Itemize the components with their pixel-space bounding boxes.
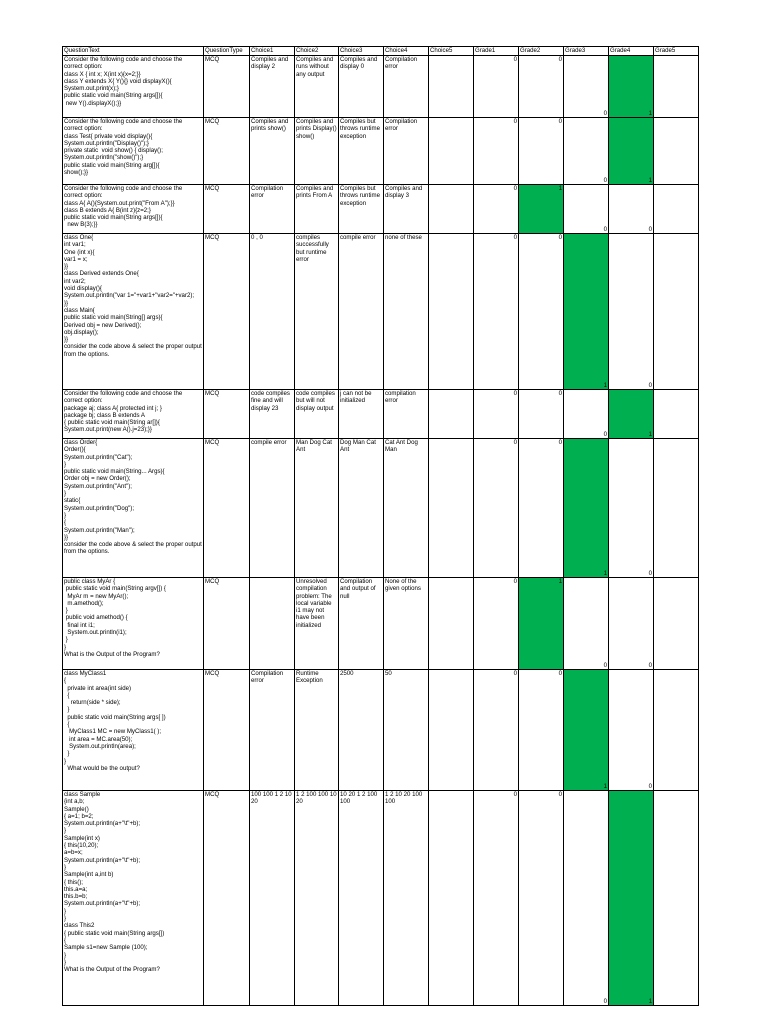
grade1-cell[interactable] [474,791,519,1006]
grade-value: 0 [513,234,517,241]
header-choice3[interactable]: Choice3 [339,47,384,56]
grade-value: 0 [558,118,562,125]
grade3-cell[interactable] [564,578,609,670]
question-text-cell[interactable]: public class MyAr { public static void main(String argv[]) { MyAr m = new MyAr(); m.amethod(); } public void amethod() { final int i1; System.out.println(i1); } } What is the Output of the Program? [63,578,204,670]
grade3-cell[interactable] [564,56,609,118]
choice2-cell[interactable]: Runtime Exception [295,670,339,791]
grade1-cell[interactable] [474,118,519,185]
table-row [63,234,699,390]
grade-value: 0 [558,56,562,63]
grade-value: 0 [558,234,562,241]
question-text-cell[interactable]: class MyClass1 { private int area(int side) { return(side * side); } public static void main(String args[ ]) { MyClass1 MC = new MyClass1( ); int area = MC.area(50); System.out.println(area); } } What would be the output? [63,670,204,791]
question-type-cell[interactable]: MCQ [204,439,250,578]
grade3-cell[interactable] [564,234,609,390]
question-type-cell[interactable]: MCQ [204,578,250,670]
choice2-cell[interactable]: Compiles and prints Display() show() [295,118,339,185]
question-type-cell[interactable]: MCQ [204,56,250,118]
choice5-cell[interactable] [429,578,474,670]
grade-value: 0 [648,570,652,577]
question-text-cell[interactable]: Consider the following code and choose the correct option: package aj; class A{ protected int j; } package bj; class B extends A { public static void main(String ar[]){ System.out.print(new A().j=23);}} [63,390,204,439]
grade-value: 1 [603,382,607,389]
choice5-cell[interactable] [429,56,474,118]
question-text-cell[interactable]: Consider the following code and choose the correct option: class X { int x; X(int x){x=2;}} class Y extends X{ Y(){} void displayX(){ System.out.print(x);} public static void main(String args[]){ new Y().displayX();}} [63,56,204,118]
choice5-cell[interactable] [429,791,474,1006]
choice1-cell[interactable]: Compilation error [250,185,295,234]
choice4-cell[interactable]: None of the given options [384,578,429,670]
choice2-cell[interactable]: Man Dog Cat Ant [295,439,339,578]
grade2-cell[interactable] [519,670,564,791]
header-choice5[interactable]: Choice5 [429,47,474,56]
choice2-cell[interactable]: code compiles but will not display output [295,390,339,439]
header-choice4[interactable]: Choice4 [384,47,429,56]
grade-value: 0 [513,185,517,192]
choice4-cell[interactable]: Cat Ant Dog Man [384,439,429,578]
header-grade3[interactable]: Grade3 [564,47,609,56]
question-grid [62,46,699,1006]
grade-value: 0 [603,226,607,233]
header-grade5[interactable]: Grade5 [654,47,699,56]
choice3-cell[interactable]: Compiles and display 0 [339,56,384,118]
choice2-cell[interactable]: Compiles and prints From A [295,185,339,234]
table-row [63,185,699,234]
choice5-cell[interactable] [429,390,474,439]
grade-value: 0 [513,439,517,446]
choice2-cell[interactable]: Unresolved compilation problem: The local variable i1 may not have been initialized [295,578,339,670]
grade-value: 0 [513,791,517,798]
header-grade2[interactable]: Grade2 [519,47,564,56]
grade-value: 1 [558,185,562,192]
grade2-cell[interactable] [519,791,564,1006]
table-row [63,390,699,439]
grade2-cell[interactable] [519,578,564,670]
grade1-cell[interactable] [474,390,519,439]
grade-value: 0 [648,382,652,389]
grade-value: 0 [603,662,607,669]
question-type-cell[interactable]: MCQ [204,670,250,791]
choice3-cell[interactable]: Compiles but throws runtime exception [339,118,384,185]
choice5-cell[interactable] [429,234,474,390]
choice3-cell[interactable]: compile error [339,234,384,390]
table-row [63,791,699,1006]
choice3-cell[interactable]: 10 20 1 2 100 100 [339,791,384,1006]
grade4-cell[interactable] [609,185,654,234]
grade3-cell[interactable] [564,670,609,791]
header-choice1[interactable]: Choice1 [250,47,295,56]
grade-value: 0 [513,670,517,677]
grade5-cell[interactable] [654,390,699,439]
grade5-cell[interactable] [654,439,699,578]
question-type-cell[interactable]: MCQ [204,390,250,439]
grade2-cell[interactable] [519,185,564,234]
choice2-cell[interactable]: compiles successfully but runtime error [295,234,339,390]
choice4-cell[interactable]: compilation error [384,390,429,439]
grade-value: 0 [603,431,607,438]
table-row [63,439,699,578]
choice1-cell[interactable]: Compiles and display 2 [250,56,295,118]
choice3-cell[interactable]: 2500 [339,670,384,791]
grade-value: 0 [603,110,607,117]
grade-value: 0 [513,578,517,585]
grade4-cell[interactable] [609,439,654,578]
grade3-cell[interactable] [564,118,609,185]
question-text-cell[interactable]: class Order{ Order(){ System.out.println("Cat"); } public static void main(String... Args){ Order obj = new Order(); System.out.println("Ant"); } static{ System.out.println("Dog"); } { System.out.println("Man"); }} consider the code above & select the proper output from the options. [63,439,204,578]
grade-value: 0 [648,662,652,669]
grade-value: 0 [513,118,517,125]
question-text-cell[interactable]: Consider the following code and choose the correct option: class A{ A(){System.out.print("From A");}} class B extends A{ B(int z){z=2;} public static void main(String args[]){ new B(3);}} [63,185,204,234]
choice4-cell[interactable]: 50 [384,670,429,791]
grade1-cell[interactable] [474,234,519,390]
choice1-cell[interactable]: Compilation error [250,670,295,791]
grade-value: 0 [558,390,562,397]
grade1-cell[interactable] [474,670,519,791]
question-type-cell[interactable]: MCQ [204,185,250,234]
grade4-cell[interactable] [609,578,654,670]
grade5-cell[interactable] [654,234,699,390]
question-text-cell[interactable]: Consider the following code and choose the correct option: class Test{ private void display(){ System.out.println("Display()");} private static void show() { display(); System.out.println("show()");} public static void main(String arg[]){ show();}} [63,118,204,185]
question-text-cell[interactable]: class One{ int var1; One (int x){ var1 = x; }} class Derived extends One{ int var2; void display(){ System.out.println("var 1="+var1+"var2="+var2); }} class Main{ public static void main(String[] args){ Derived obj = new Derived(); obj.display(); }} consider the code above & select the proper output from the options. [63,234,204,390]
choice2-cell[interactable]: Compiles and runs without any output [295,56,339,118]
question-type-cell[interactable]: MCQ [204,234,250,390]
grade1-cell[interactable] [474,439,519,578]
choice3-cell[interactable]: Dog Man Cat Ant [339,439,384,578]
grade-value: 1 [558,578,562,585]
grade1-cell[interactable] [474,185,519,234]
choice4-cell[interactable]: 1 2 10 20 100 100 [384,791,429,1006]
grade2-cell[interactable] [519,118,564,185]
grade3-cell[interactable] [564,791,609,1006]
grade-value: 1 [648,431,652,438]
grade-value: 0 [513,390,517,397]
choice5-cell[interactable] [429,118,474,185]
grade2-cell[interactable] [519,234,564,390]
header-question-type[interactable]: QuestionType [204,47,250,56]
grade2-cell[interactable] [519,439,564,578]
grade5-cell[interactable] [654,56,699,118]
choice4-cell[interactable]: Compilation error [384,56,429,118]
grade4-cell[interactable] [609,56,654,118]
grade3-cell[interactable] [564,439,609,578]
grade-value: 0 [648,783,652,790]
question-type-cell[interactable]: MCQ [204,791,250,1006]
grade4-cell[interactable] [609,670,654,791]
choice1-cell[interactable]: 0 , 0 [250,234,295,390]
grade3-cell[interactable] [564,185,609,234]
grade-value: 1 [648,998,652,1005]
grade-value: 1 [603,783,607,790]
choice1-cell[interactable]: Compiles and prints show() [250,118,295,185]
choice4-cell[interactable]: Compilation error [384,118,429,185]
table-row [63,578,699,670]
grade2-cell[interactable] [519,56,564,118]
table-row [63,670,699,791]
question-type-cell[interactable]: MCQ [204,118,250,185]
grade5-cell[interactable] [654,791,699,1006]
choice5-cell[interactable] [429,670,474,791]
choice4-cell[interactable]: Compiles and display 3 [384,185,429,234]
choice4-cell[interactable]: none of these [384,234,429,390]
choice2-cell[interactable]: 1 2 100 100 10 20 [295,791,339,1006]
header-grade1[interactable]: Grade1 [474,47,519,56]
grade4-cell[interactable] [609,234,654,390]
grade1-cell[interactable] [474,578,519,670]
choice1-cell[interactable] [250,578,295,670]
choice3-cell[interactable]: Compilation and output of null [339,578,384,670]
choice1-cell[interactable]: compile error [250,439,295,578]
grade-value: 1 [603,570,607,577]
grade-value: 0 [558,670,562,677]
grade-value: 1 [648,110,652,117]
grade4-cell[interactable] [609,118,654,185]
grade4-cell[interactable] [609,791,654,1006]
grade-value: 0 [558,439,562,446]
grade5-cell[interactable] [654,185,699,234]
choice1-cell[interactable]: code compiles fine and will display 23 [250,390,295,439]
choice3-cell[interactable]: j can not be initialized [339,390,384,439]
table-row [63,118,699,185]
grade-value: 1 [648,177,652,184]
header-choice2[interactable]: Choice2 [295,47,339,56]
grade-value: 0 [558,791,562,798]
table-row [63,56,699,118]
grade-value: 0 [603,177,607,184]
grade5-cell[interactable] [654,118,699,185]
choice5-cell[interactable] [429,439,474,578]
header-grade4[interactable]: Grade4 [609,47,654,56]
grade1-cell[interactable] [474,56,519,118]
grade-value: 0 [603,998,607,1005]
header-row [63,47,699,56]
choice1-cell[interactable]: 100 100 1 2 10 20 [250,791,295,1006]
question-text-cell[interactable]: class Sample {int a,b; Sample() { a=1; b=2; System.out.println(a+"\t"+b); } Sample(int x) { this(10,20); a=b=x; System.out.println(a+"\t"+b); } Sample(int a,int b) { this(); this.a=a; this.b=b; System.out.println(a+"\t"+b); } } class This2 { public static void main(String args[]) { Sample s1=new Sample (100); } } What is the Output of the Program? [63,791,204,1006]
grade3-cell[interactable] [564,390,609,439]
grade5-cell[interactable] [654,670,699,791]
choice5-cell[interactable] [429,185,474,234]
choice3-cell[interactable]: Compiles but throws runtime exception [339,185,384,234]
grade-value: 0 [648,226,652,233]
grade5-cell[interactable] [654,578,699,670]
header-question-text[interactable]: QuestionText [63,47,204,56]
grade4-cell[interactable] [609,390,654,439]
grade2-cell[interactable] [519,390,564,439]
grade-value: 0 [513,56,517,63]
